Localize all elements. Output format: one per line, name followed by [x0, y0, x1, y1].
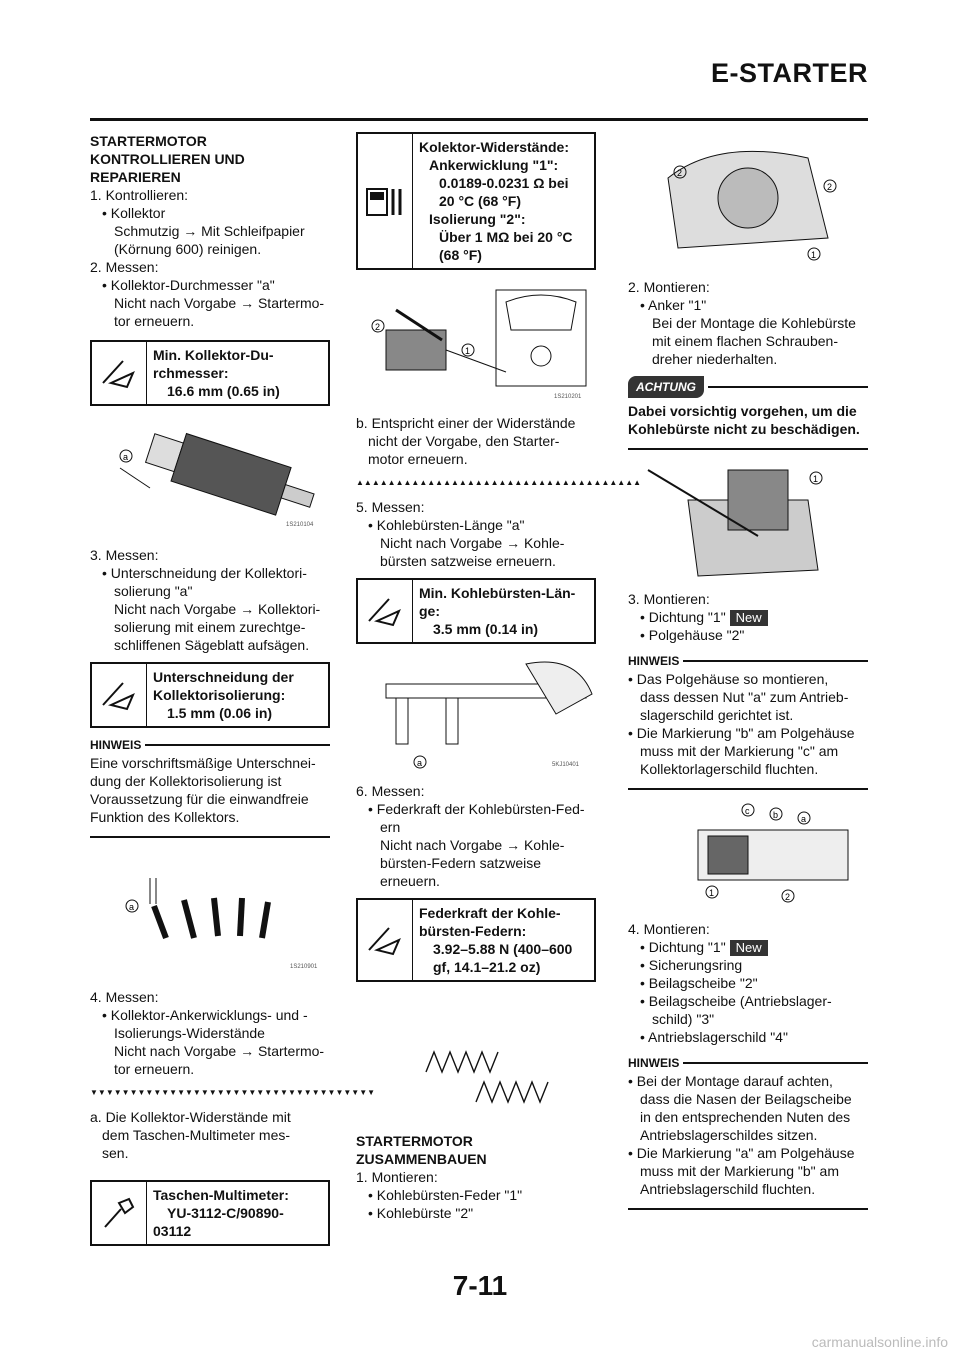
note-text: • Bei der Montage darauf achten, dass die Nasen der Beilagscheibe in den entsprechenden Nuten des Antriebslagerschildes sitzen. • Die Markierung "a" am Polgehäuse muss mit der Markierung "b" am Antriebslagerschild fluchten.: [628, 1073, 855, 1197]
svg-text:1: 1: [811, 250, 817, 260]
svg-text:a: a: [417, 758, 423, 768]
step: 4. Messen:: [90, 989, 159, 1005]
svg-text:2: 2: [375, 322, 381, 332]
column-1: STARTERMOTOR KONTROLLIEREN UND REPARIEREN 1. Kontrollieren: • Kollektor Schmutzig → Mit Schleifpapier (Körnung 600) reinigen. 2. Messen: • Kollektor-Durchmesser "a" Nicht nach Vorgabe → Startermo- tor erneuern. Min. Kollektor-Du- rchmesser: 16.6 mm (0.65 in) a 1S210104 3. Messen: • Unterschneidung der Kollektori- solierung "a" Nicht nach Vorgabe → Kollektori- solierung mit einem zurechtge- schliffenen Sägeblatt aufsägen. Unterschneidung der Kollektorisolierung: 1.5 mm (0.06 in) HINWEIS Eine vorschriftsmäßige Unterschnei- dung der Kollektorisolierung ist Voraussetzung für die einwandfreie Funktion des Kollektors. a 1S210901 4. Messen: • Kollektor-Ankerwicklungs- und - Isolierungs-Widerstände Nicht nach Vorgabe → Startermo- tor erneuern. ▼▼▼▼▼▼▼▼▼▼▼▼▼▼▼▼▼▼▼▼▼▼▼▼▼▼▼▼▼▼▼▼▼▼▼▼ a. Die Kollektor-Widerstände mit dem Taschen-Multimeter mes- sen. Taschen-Multimeter: YU-3112-C/90890- 03112: [90, 128, 330, 1254]
page-title: E-STARTER: [711, 58, 868, 88]
step: 3. Messen:: [90, 547, 159, 563]
caution-end-rule: [628, 448, 868, 450]
step-text: tor erneuern.: [114, 313, 195, 329]
springs-figure: [356, 992, 596, 1122]
svg-text:1: 1: [465, 346, 471, 356]
svg-text:1: 1: [813, 474, 819, 484]
step-text: (Körnung 600) reinigen.: [114, 241, 262, 257]
bullet: • Kollektor-Ankerwicklungs- und -: [102, 1007, 308, 1023]
bullet: • Unterschneidung der Kollektori-: [102, 565, 307, 581]
step: 6. Messen:: [356, 783, 425, 799]
svg-text:1S210104: 1S210104: [286, 522, 314, 528]
watermark: carmanualsonline.info: [811, 1334, 948, 1350]
svg-text:2: 2: [785, 892, 791, 902]
measure-icon: [358, 900, 413, 980]
note-heading: HINWEIS: [628, 1054, 868, 1072]
svg-text:a: a: [129, 902, 135, 912]
armature-install-figure: [628, 460, 868, 580]
multimeter-icon: [358, 134, 413, 268]
brush-holder-figure: [628, 128, 868, 268]
step: 1. Kontrollieren:: [90, 187, 189, 203]
note-heading: HINWEIS: [90, 736, 330, 754]
armature-figure: [90, 416, 330, 536]
spec-box-multimeter: Taschen-Multimeter: YU-3112-C/90890- 03112: [90, 1180, 330, 1246]
step-text: Nicht nach Vorgabe → Startermo-: [114, 295, 325, 311]
svg-text:a: a: [801, 814, 807, 824]
svg-text:b: b: [773, 810, 779, 820]
caliper-figure: [356, 654, 596, 772]
svg-text:2: 2: [677, 168, 683, 178]
triangle-divider-up: ▲▲▲▲▲▲▲▲▲▲▲▲▲▲▲▲▲▲▲▲▲▲▲▲▲▲▲▲▲▲▲▲▲▲▲▲: [356, 478, 642, 487]
measure-icon: [92, 664, 147, 726]
svg-text:1S210201: 1S210201: [554, 394, 582, 400]
spec-box-brush-length: Min. Kohlebürsten-Län- ge: 3.5 mm (0.14 in): [356, 578, 596, 644]
triangle-divider-down: ▼▼▼▼▼▼▼▼▼▼▼▼▼▼▼▼▼▼▼▼▼▼▼▼▼▼▼▼▼▼▼▼▼▼▼▼: [90, 1088, 376, 1097]
spec-box-min-collector-diameter: Min. Kollektor-Du- rchmesser: 16.6 mm (0.65 in): [90, 340, 330, 406]
bullet: • Kollektor: [102, 205, 166, 221]
svg-text:c: c: [745, 806, 750, 816]
spec-box-undercut: Unterschneidung der Kollektorisolierung: 1.5 mm (0.06 in): [90, 662, 330, 728]
resistance-measurement-figure: [356, 280, 596, 404]
svg-text:1S210901: 1S210901: [290, 964, 318, 970]
svg-text:1: 1: [709, 888, 715, 898]
note-end-rule: [628, 788, 868, 790]
column-3: 2 2 1 2. Montieren: • Anker "1" Bei der Montage die Kohlebürste mit einem flachen Schrauben- dreher niederhalten. ACHTUNG Dabei vorsichtig vorgehen, um die Kohlebürste nicht zu beschädigen. 1 3. Montieren: • Dichtung "1" New • Polgehäuse "2" HINWEIS • Das Polgehäuse so montieren, dass dessen Nut "a" zum Antrieb- slagerschild gerichtet ist. • Die Markierung "b" am Polgehäuse muss mit der Markierung "c" am Kollektorlagerschild fluchten. c b a 1 2 4. Montieren: • Dichtung "1" New • Sicherungsring • Beilagscheibe "2" • Beilagscheibe (Antriebslager- schild) "3" • Antriebslagerschild "4" HINWEIS • Bei der Montage darauf achten, dass die Nasen der Beilagscheibe in den entsprechenden Nuten des Antriebslagerschildes sitzen. • Die Markierung "a" am Polgehäuse muss mit der Markierung "b" am Antriebslagerschild fluchten.: [628, 128, 868, 1220]
caution-heading: ACHTUNG: [628, 376, 868, 398]
housing-install-figure: [628, 800, 868, 910]
header-rule: [90, 118, 868, 121]
new-badge: New: [730, 940, 768, 956]
note-text: • Das Polgehäuse so montieren, dass dessen Nut "a" zum Antrieb- slagerschild gerichtet ist. • Die Markierung "b" am Polgehäuse muss mit der Markierung "c" am Kollektorlagerschild fluchten.: [628, 671, 855, 777]
undercut-figure: [90, 848, 330, 978]
note-end-rule: [628, 1208, 868, 1210]
svg-text:2: 2: [827, 182, 833, 192]
note-heading: HINWEIS: [628, 652, 868, 670]
column-2: Kolektor-Widerstände: Ankerwicklung "1": 0.0189-0.0231 Ω bei 20 °C (68 °F) Isolierung "2": Über 1 MΩ bei 20 °C (68 °F) 2 1 1S210201 b. Entspricht einer der Widerstände nicht der Vorgabe, den Starter- motor erneuern. ▲▲▲▲▲▲▲▲▲▲▲▲▲▲▲▲▲▲▲▲▲▲▲▲▲▲▲▲▲▲▲▲▲▲▲▲ 5. Messen: • Kohlebürsten-Länge "a" Nicht nach Vorgabe → Kohle- bürsten satzweise erneuern. Min. Kohlebürsten-Län- ge: 3.5 mm (0.14 in) a 5KJ10401 6. Messen: • Federkraft der Kohlebürsten-Fed- ern Nicht nach Vorgabe → Kohle- bürsten-Federn satzweise erneuern. Federkraft der Kohle- bürsten-Federn: 3.92–5.88 N (400–600 gf, 14.1–21.2 oz) STARTERMOTOR ZUSAMMENBAUEN 1. Montieren: • Kohlebürsten-Feder "1" • Kohlebürste "2": [356, 128, 596, 1222]
bullet: • Kollektor-Durchmesser "a": [102, 277, 275, 293]
step: 2. Messen:: [90, 259, 159, 275]
note-text: Eine vorschriftsmäßige Unterschnei- dung der Kollektorisolierung ist Voraussetzung für die einwandfreie Funktion des Kollektors.: [90, 755, 316, 825]
svg-text:a: a: [123, 452, 129, 462]
caution-text: Dabei vorsichtig vorgehen, um die Kohlebürste nicht zu beschädigen.: [628, 403, 860, 437]
spec-box-collector-resistance: Kolektor-Widerstände: Ankerwicklung "1": 0.0189-0.0231 Ω bei 20 °C (68 °F) Isolierung "2": Über 1 MΩ bei 20 °C (68 °F): [356, 132, 596, 270]
section-heading: STARTERMOTOR KONTROLLIEREN UND REPARIEREN: [90, 133, 245, 185]
step-text: Schmutzig → Mit Schleifpapier: [114, 223, 305, 239]
measure-icon: [92, 342, 147, 404]
spec-box-spring-force: Federkraft der Kohle- bürsten-Federn: 3.92–5.88 N (400–600 gf, 14.1–21.2 oz): [356, 898, 596, 982]
note-end-rule: [90, 836, 330, 838]
new-badge: New: [730, 610, 768, 626]
step: 5. Messen:: [356, 499, 425, 515]
tool-icon: [92, 1182, 147, 1244]
measure-icon: [358, 580, 413, 642]
svg-text:5KJ10401: 5KJ10401: [552, 762, 580, 768]
section-heading: STARTERMOTOR ZUSAMMENBAUEN: [356, 1133, 487, 1167]
page-number: 7-11: [452, 1270, 508, 1301]
